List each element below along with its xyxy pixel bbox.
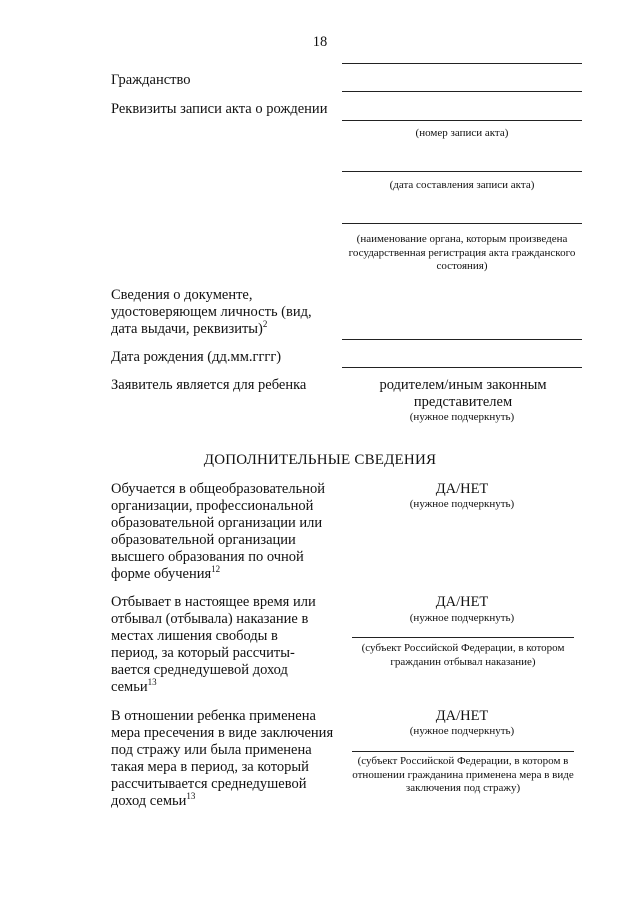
identity-doc-footnote: 2 [262, 319, 268, 330]
record-number-field[interactable] [342, 120, 582, 121]
birth-record-label: Реквизиты записи акта о рождении [111, 101, 328, 117]
identity-doc-label [111, 287, 321, 338]
citizenship-label: Гражданство [111, 72, 191, 88]
studies-yes-no[interactable]: ДА/НЕТ [435, 481, 489, 497]
prison-region-field[interactable] [352, 637, 574, 638]
studies-text: Обучается в общеобразовательной организации, профессиональной образовательной организации или образовательной организации высшего образования по очной форме обучения [111, 481, 325, 582]
record-number-note: (номер записи акта) [415, 127, 509, 139]
field-line-top [342, 63, 582, 64]
identity-doc-text: Сведения о документе, удостоверяющем личность (вид, дата выдачи, реквизиты) [111, 287, 312, 337]
custody-label [111, 708, 341, 810]
prison-label [111, 594, 326, 696]
custody-yes-no[interactable]: ДА/НЕТ [435, 708, 489, 724]
prison-footnote: 13 [147, 677, 157, 688]
birth-date-label: Дата рождения (дд.мм.гггг) [111, 349, 282, 365]
custody-region-note: (субъект Российской Федерации, в котором в отношении гражданина применена мера в виде заключения под стражу) [352, 755, 574, 794]
record-date-field[interactable] [342, 171, 582, 172]
applicant-value[interactable]: родителем/иным законным представителем [379, 377, 547, 410]
custody-underline-note: (нужное подчеркнуть) [409, 725, 515, 737]
applicant-underline-note: (нужное подчеркнуть) [409, 411, 515, 423]
applicant-label: Заявитель является для ребенка [111, 377, 307, 393]
studies-label [111, 481, 336, 583]
studies-footnote: 12 [211, 564, 221, 575]
registering-body-note: (наименование органа, которым произведена государственная регистрация акта гражданского состояния) [348, 233, 576, 272]
custody-region-field[interactable] [352, 751, 574, 752]
record-date-note: (дата составления записи акта) [389, 179, 535, 191]
identity-doc-field[interactable] [342, 339, 582, 340]
custody-footnote: 13 [186, 791, 196, 802]
prison-underline-note: (нужное подчеркнуть) [409, 612, 515, 624]
prison-text: Отбывает в настоящее время или отбывал (отбывала) наказание в местах лишения свободы в период, за который рассчиты-вается среднедушевой доход семьи [111, 594, 316, 695]
studies-underline-note: (нужное подчеркнуть) [409, 498, 515, 510]
birth-date-field[interactable] [342, 367, 582, 368]
prison-yes-no[interactable]: ДА/НЕТ [435, 594, 489, 610]
custody-text: В отношении ребенка применена мера пресечения в виде заключения под стражу или была применена такая мера в период, за который рассчитывается среднедушевой доход семьи [111, 708, 334, 809]
prison-region-note: (субъект Российской Федерации, в котором гражданин отбывал наказание) [361, 642, 565, 668]
registering-body-field[interactable] [342, 223, 582, 224]
section-title: ДОПОЛНИТЕЛЬНЫЕ СВЕДЕНИЯ [203, 452, 437, 468]
page-number: 18 [312, 34, 328, 50]
citizenship-field[interactable] [342, 91, 582, 92]
